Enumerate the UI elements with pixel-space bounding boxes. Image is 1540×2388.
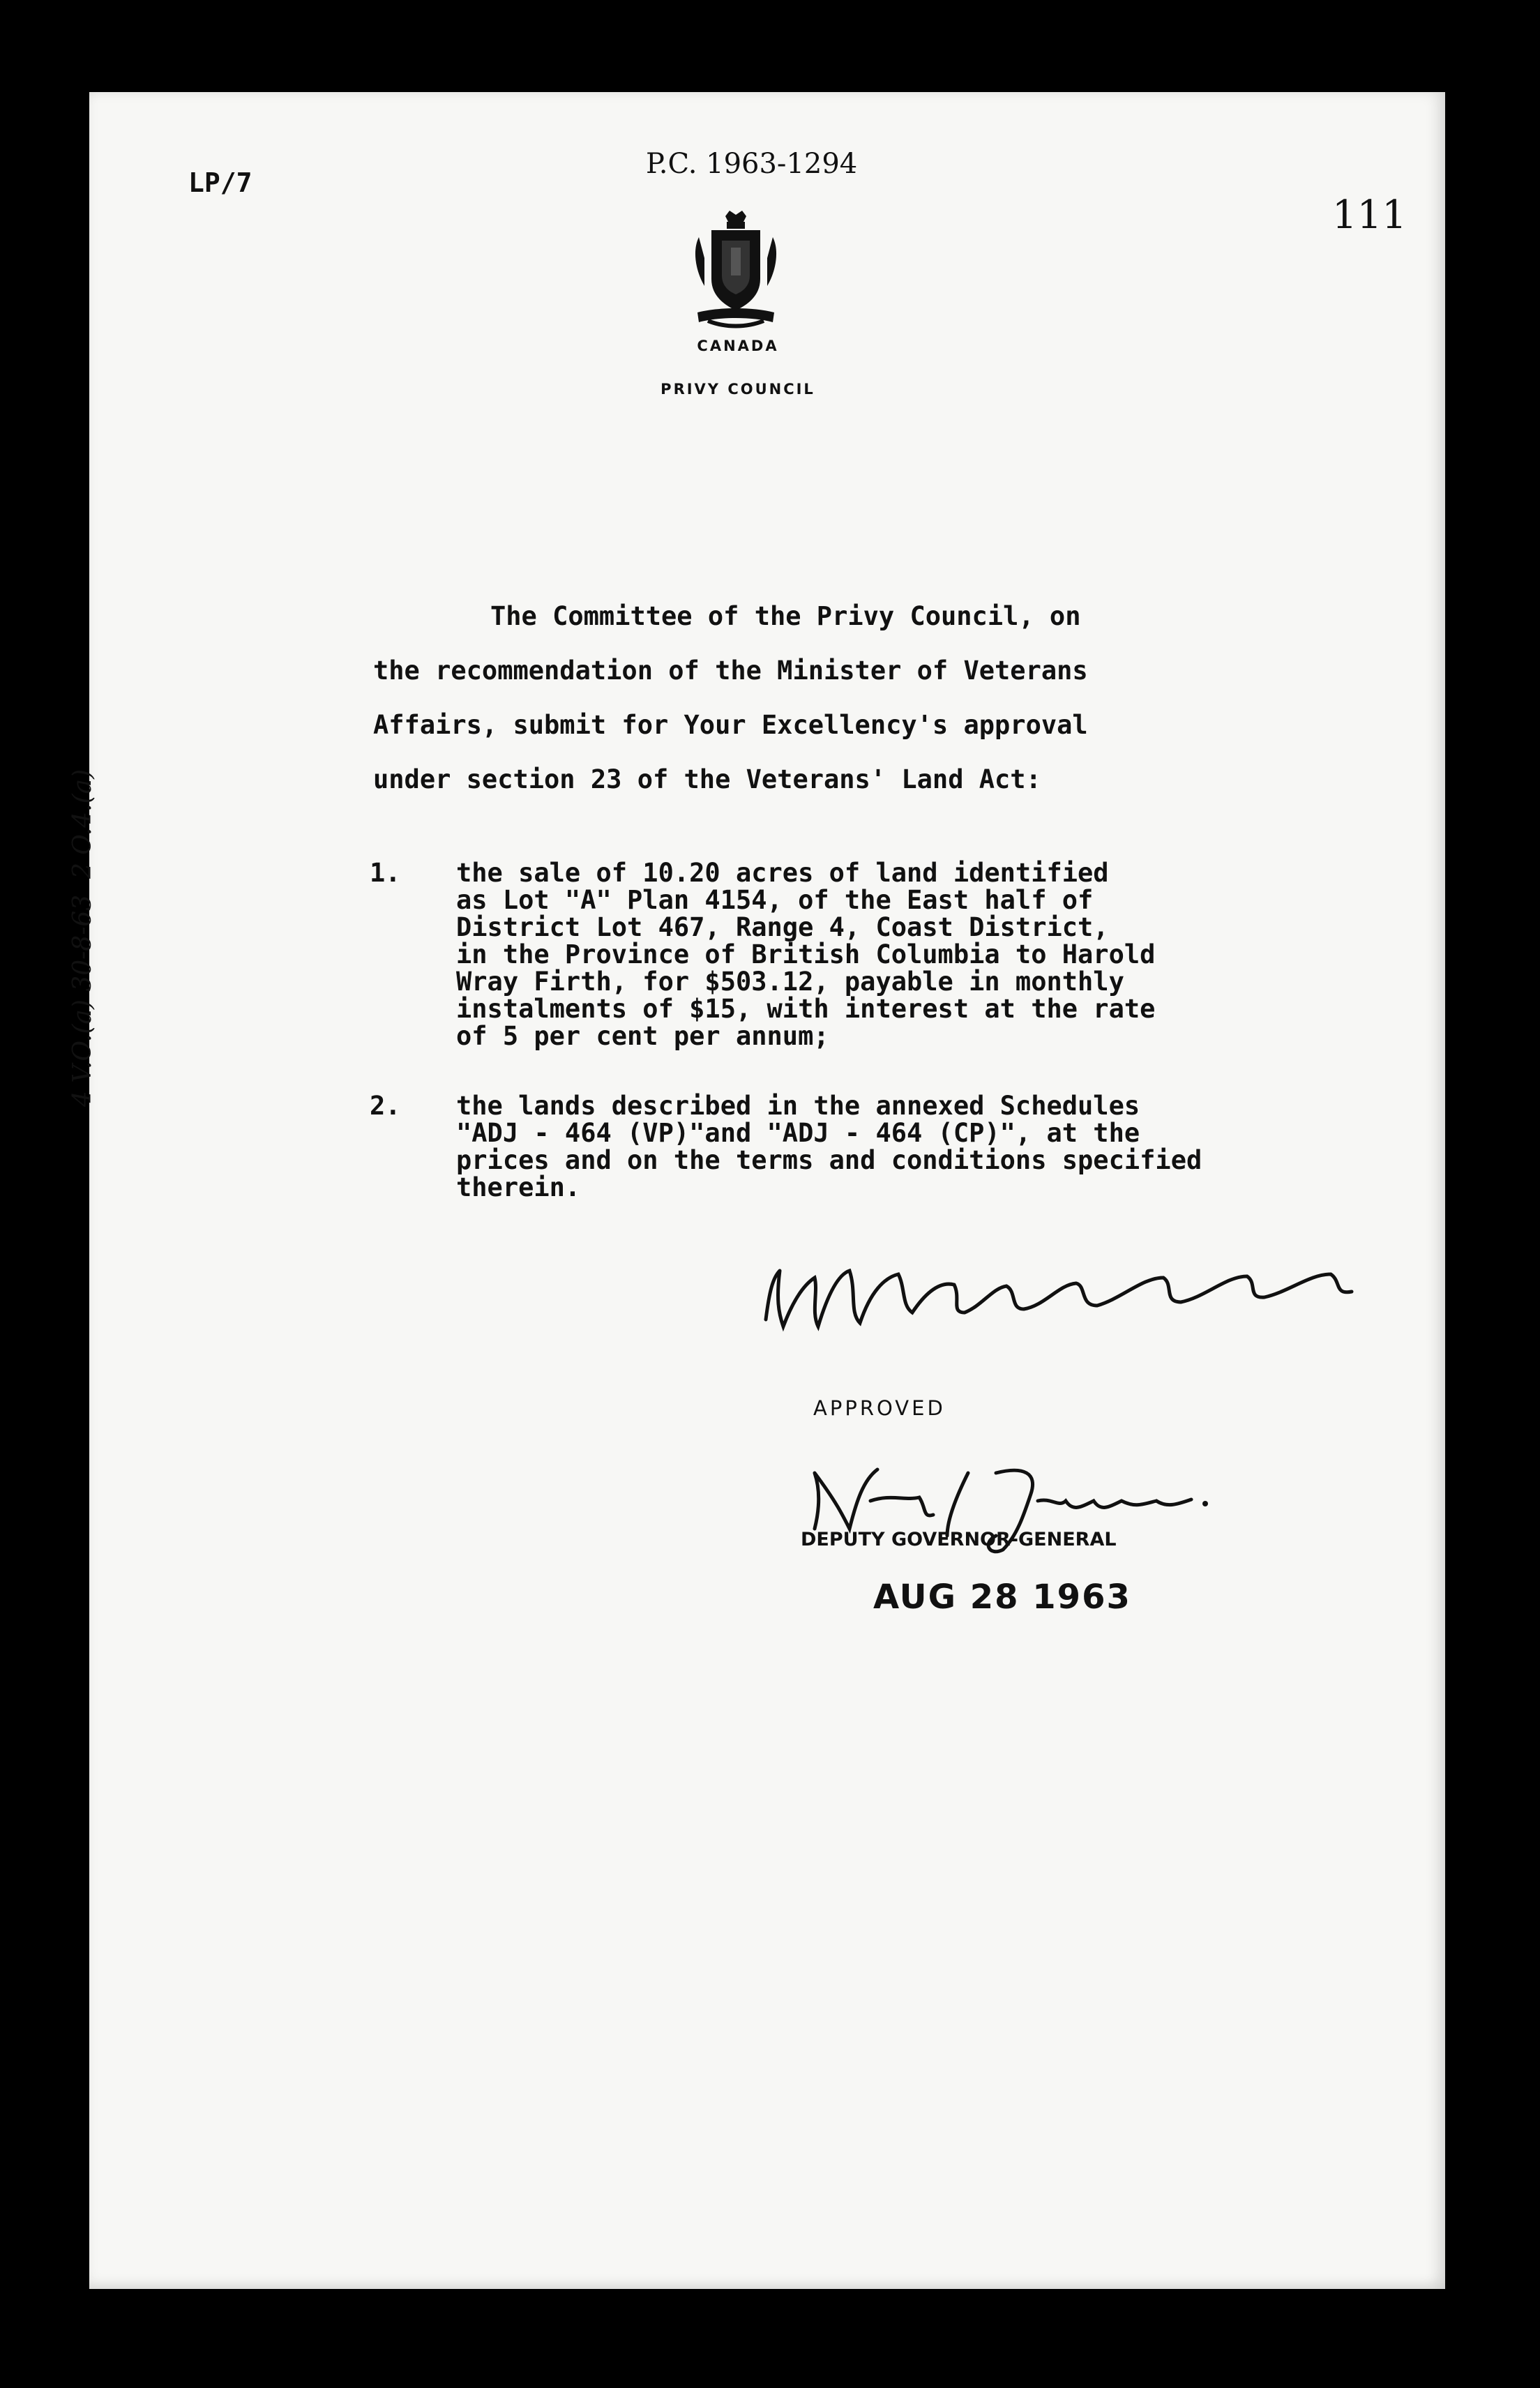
document-page: [68, 92, 1445, 2289]
item-line: Wray Firth, for $503.12, payable in monthly: [456, 967, 1124, 997]
order-number: P.C. 1963-1294: [646, 148, 858, 180]
file-reference: LP/7: [188, 167, 252, 198]
country-label: CANADA: [697, 338, 779, 354]
minister-signature: [752, 1208, 1380, 1368]
item-line: prices and on the terms and conditions specified: [456, 1145, 1202, 1175]
item-line: the sale of 10.20 acres of land identified: [456, 858, 1109, 888]
item-number: 2.: [370, 1091, 401, 1121]
item-line: District Lot 467, Range 4, Coast District,: [456, 912, 1109, 942]
approval-date-stamp: AUG 28 1963: [873, 1578, 1131, 1617]
office-label: PRIVY COUNCIL: [660, 381, 815, 398]
approval-label: APPROVED: [813, 1396, 946, 1420]
deputy-governor-title: DEPUTY GOVERNOR-GENERAL: [801, 1529, 1117, 1550]
item-number: 1.: [370, 858, 401, 888]
intro-line: Affairs, submit for Your Excellency's approval: [373, 710, 1088, 740]
item-line: of 5 per cent per annum;: [456, 1021, 829, 1051]
margin-annotation: 4 V.O.(a) 30-8-63 2 O.4.(a): [68, 769, 97, 1107]
item-line: "ADJ - 464 (VP)"and "ADJ - 464 (CP)", at the: [456, 1118, 1140, 1148]
intro-line: under section 23 of the Veterans' Land Act:: [373, 764, 1041, 794]
page-number: 111: [1332, 192, 1407, 238]
coat-of-arms-icon: [690, 209, 781, 331]
item-line: the lands described in the annexed Schedules: [456, 1091, 1140, 1121]
intro-line: the recommendation of the Minister of Veterans: [373, 656, 1088, 686]
item-line: therein.: [456, 1172, 581, 1202]
intro-line: The Committee of the Privy Council, on: [490, 601, 1081, 631]
item-line: as Lot "A" Plan 4154, of the East half of: [456, 885, 1094, 915]
item-line: in the Province of British Columbia to Harold: [456, 939, 1156, 969]
item-line: instalments of $15, with interest at the rate: [456, 994, 1156, 1024]
